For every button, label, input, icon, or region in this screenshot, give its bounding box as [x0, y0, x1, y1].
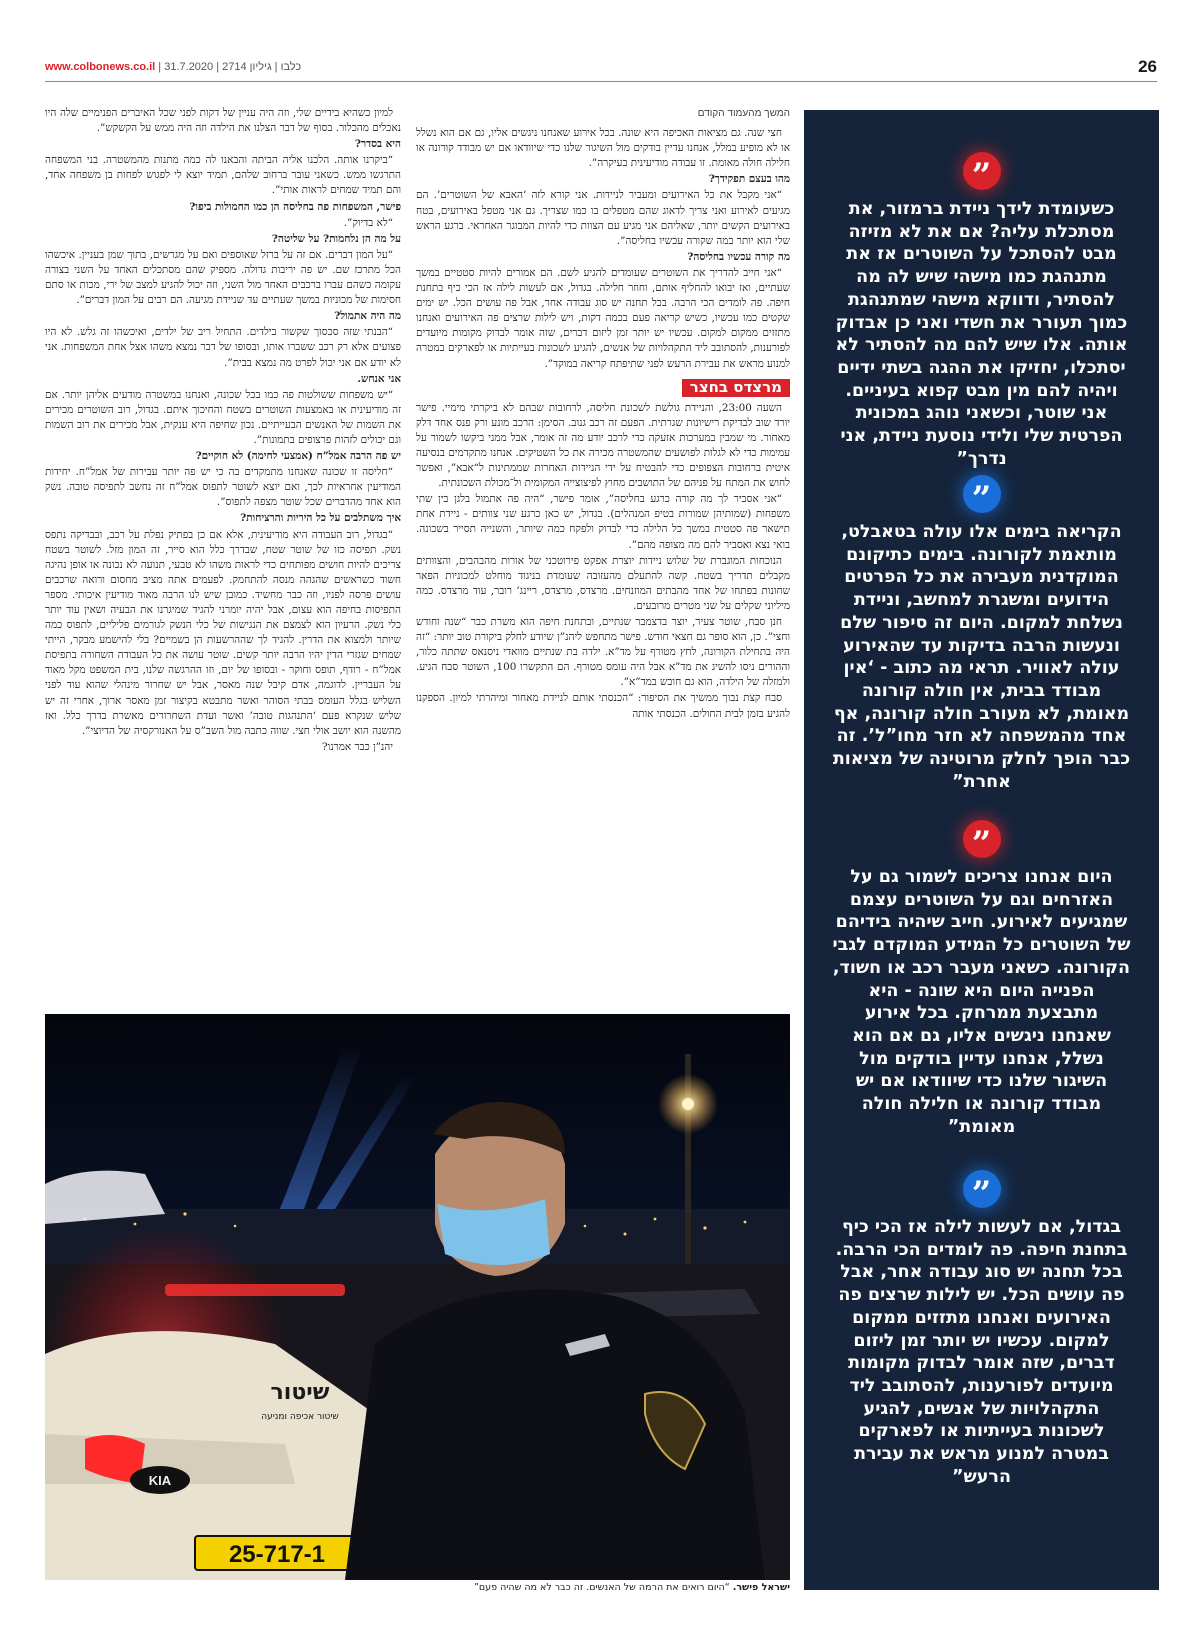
article-paragraph: “אני אסביר לך מה קורה כרגע בחליסה”, אומר פישר, “היה פה אתמול בלגן בין שתי משפחות (שמותיהן שמורות בטיפ המנהלים). בגדול, יש כאן כרגע שני צוותים - ניידת אחת תישאר פה סטטית במשך כל הלילה כדי לבדוק ולפקח כמה שיותר, והשנייה תסייר בשכונה. בואי נצא ואסביר להם מה מצופה מהם”. — [416, 493, 790, 551]
article-paragraph: “על המון דברים. אם זה על ברזל שאוספים ואם על מגרשים, בתוך שמן בעניין. איכשהו הכל מתרכז שם. יש פה יריבות גדולה. מספיק שהם מסתכלים האחד על השני בצורה עקומה כשהם עברו ברכבים האחד מול השני, וזה יכול להגיע למצב של ירי, מכות או סתם חסימות של מכוניות במשך שעתיים עד שניידת מגיעה. הם רבים על המון דברים”. — [45, 248, 401, 307]
license-plate-number: 25-717-1 — [228, 1541, 326, 1568]
section-subheading: מרצדס בחצר — [682, 379, 790, 397]
pull-quote-text: הקריאה בימים אלו עולה בטאבלט, מותאמת לקורונה. בימים כתיקונם המוקדנית מעבירה את כל הפרטים הידועים ומשגרת למחשב, וניידת נשלחת למקום. היום זה סיפור שלם ונעשות הרבה בדיקות עד שהאירוע עולה לאוויר. תראי מה כתוב - ‘אין מבודד בבית, אין חולה קורונה מאומת, לא מעורב חולה קורונה, אף אחד מהמשפחה לא חזר מחו”ל’. זה כבר הופך לחלק מרוטינה של מציאות אחרת” — [832, 522, 1131, 792]
pull-quote-text: כשעומדת לידך ניידת ברמזור, את מסתכלת עליה? אם את לא מזיזה מבט להסתכל על השוטרים אז את מתנהגת כמו מישהי שיש לה מה להסתיר, ודווקא מישהי שמתנהגת כמוך תעורר את חשדי ואני כן אבדוק אותה. אלו שיש להם מה להסתיר לא יסתכלו, יחזיקו את ההגה בשתי ידיים ויהיה להם מין מבט קפוא בעיניים. אני שוטר, וכשאני נוהג במכונית הפרטית שלי ולידי נוסעת ניידת, אני נדרך” — [835, 199, 1128, 469]
publication-name: כלבו — [280, 61, 302, 73]
photo-caption — [45, 1582, 790, 1593]
quote-icon: ” — [963, 820, 1001, 858]
interview-question: איך משתלבים על כל היריות והרציחות? — [240, 512, 401, 525]
pull-quote-text: היום אנחנו צריכים לשמור גם על האזרחים וגם על השוטרים עצמם שמגיעים לאירוע. חייב שיהיה בידיהם של השוטרים כל המידע המוקדם לגבי הקורונה. כשאני מעבר רכב או חשוד, הפנייה היום היא שונה - היא מתבצעת ממרחק. בכל אירוע שאנחנו ניגשים אליו, גם אם הוא נשלל, אנחנו עדיין בודקים מול השיגור שלנו כדי שיוודאו אם יש מבודד קורונה או חלילה חולה מאומת” — [832, 867, 1131, 1137]
article-paragraph: השעה 23:00, והניידת גולשת לשכונת חליסה, לרחובות שבהם לא ביקרתי מימיי. פישר יורד שוב לבדיקת רישיונות שגרתית. הפעם זה רכב גנוב. הסימן: הרכב מונע ורק פנס אחד דלק מאחור. מי שמבין במערכות אזעקה כדי לרכב יודע מה זה אומר, אבל ממני ביקשו לשמור על עמימות כדי לא לגלות לפושעים שהמשטרה מכירה את כל השטיקים. אנחנו מתקדמים בנסיעה איטית ברחובות הצפופים כדי להבטיח על ידי הניידות האחרות שממתינות ל“אבא”, ואפשר לחוש את המתח על פניהם של התושבים מחוץ לפיצוצייה המקומית ול־מכולת השכונתית. — [416, 401, 790, 490]
door-emblem-subtext: שיטור אכיפה ומניעה — [261, 1412, 339, 1422]
page-number: 26 — [1138, 57, 1157, 76]
pull-quote-sidebar — [804, 110, 1159, 1590]
article-paragraph: “יש משפחות ששולטות פה כמו בכל שכונה, ואנחנו במשטרה מודעים אליהן יותר. אם זה מודיעינית או באמצעות השוטרים בשטח והחיכוך איתם. בגדול, רוב השוטרים מכירים את השמות של האנשים הבעייתיים. נכון שחיפה היא ענקית, אבל מכירים את רוב השמות וגם יכולים לזהות פרצופים בתמונות”. — [45, 388, 401, 446]
interview-question: אני אנחש. — [357, 372, 401, 385]
article-paragraph: “אני חייב להדריך את השוטרים שעומדים להגיע לשם. הם אמורים להיות סטטיים במשך שעתיים, ואז יבואו להחליף אותם, וחוזר חלילה. בגדול, אם לעשות לילה אז הכי כיף בתחנת חיפה. פה לומדים הכי הרבה. בכל תחנה יש סוג עבודה אחר, אבל פה עושים הכל. יש ימים שקטים כמו עכשיו, כשיש קריאה פעם בכמה דקות, ויש לילות שרצים פה האירועים ואנחנו מתזזים ממקום למקום. עכשיו יש יותר זמן ליזום דברים, שזה אומר לבדוק מקומות מיועדים לפורענות, להסתובב ליד התקהלויות של אנשים, להגיע לשכונות בעייתיות או לפארקים במטרה למנוע מראש את עבירת הרעש לפני שתיפתח קריאה במוקד”. — [416, 266, 790, 370]
interview-question: על מה הן נלחמות? על שליטה? — [271, 232, 401, 245]
caption-quote: “היום רואים את הרמה של האנשים. זה כבר לא מה שהיה פעם” — [473, 1582, 730, 1593]
article-paragraph: יהנ”ן כבר אמרנו? — [322, 740, 393, 753]
pull-quote-2 — [804, 475, 1159, 793]
site-url[interactable]: www.colbonews.co.il — [45, 61, 156, 73]
article-paragraph: סבח קצת נבוך ממשיך את הסיפור: “הכנסתי אותם לניידת מאחור ומיהרתי למיון. הספקנו להגיע בזמן לבית החולים. הכנסתי אותה — [416, 692, 790, 720]
article-column-middle — [416, 106, 790, 1066]
caption-name: ישראל פישר. — [732, 1582, 790, 1593]
pull-quote-3 — [804, 820, 1159, 1138]
quote-icon: ” — [963, 475, 1001, 513]
interview-question: מה קורה עכשיו בחליסה? — [687, 250, 790, 263]
article-paragraph: “לא בדיוק”. — [343, 216, 393, 229]
continued-note: המשך מהעמוד הקודם — [697, 108, 790, 119]
door-emblem-text: שיטור — [270, 1380, 330, 1405]
pull-quote-1 — [804, 152, 1159, 470]
article-paragraph: “ביקרנו אותה. הלכנו אליה הביתה והבאנו לה כמה מתנות מהמשטרה. בני המשפחה התרגשו ממש. כשאני עובר ברחוב שלהם, תמיד יוצא לי לפגוש לפחות בן משפחה אחד, והם תמיד שמחים לראות אותי”. — [45, 154, 401, 197]
article-paragraph: “חליסה זו שכונה שאנחנו מתמקדים בה כי יש פה יותר עבירות של אמל”ח. יחידות המודיעין אחראיות לכך, ואם יוצא לשוטר לתפוס אמל”ח זה נחשב לתפיסה טובה. נשק הוא אחד מהדברים שכל שוטר מצפה לתפוס”. — [45, 466, 401, 509]
article-paragraph: “בגדול, רוב העבודה היא מודיעינית, אלא אם כן בפתיק נפלת על רכב, ובבדיקה נתפס נשק. תפיסה כזו של שוטר שטח, שבדרך כלל הוא סייר, זה המון מזל. לשוטר בשטח צריכים להיות חושים מפותחים כדי לראות משהו לא טבעי, תנועה לא נכונה או אופן נהיגה חשוד כשראשים שהגהה מנסה להתחמק. לפעמים אתה מציב מחסום ורואה שרכבים עושים פרסה לפניו, וזה כבר מחשיד. כמובן שיש לנו הרבה מאוד מודיעין איכותי. מספר התפיסות בחיפה הוא עצום, אבל יהיה יומרני להגיד שמיגרנו את הבעיה ושאין עוד יותר כלי נשק. הרעיון הוא לצמצם את הנגישות של כלי הנשק לגורמים פליליים, לתפוס כמה שיותר ולמצוא את הדרין. להגיד לך שההרשעות הן בשמיים? בלי להישמע מבקר, הייתי שמחים שגזרי הדין יהיו הרבה יותר קשים. שוטר עושה את כל העבודה השחורה בתפיסת אמל”ח - רודף, תופס וחוקר - ובסופו של יום, וזו ההרגשה שלנו, בית המשפט מקל מאוד על העבריין. לדוגמה, אדם קיבל שנה מאסר, אבל יש שחרור מינהלי שהוא עוד לפני השליש בגלל העומס בבתי הסוהר ואשר מתבטא בקיצור זמן מאסר ארוך, אחרי זה יש שליש שנקרא פעם ‘התנהגות טובה’ ואשר ועדת השחרורים מאשרת בדרך כלל. ואז מהשנה הוא יושב אולי חצי. שווה כתבה מול השב”ס על האנורקסיה של הדיוצי”. — [45, 528, 401, 737]
light-bar — [165, 1284, 345, 1296]
header-meta: www.colbonews.co.il | כלבו | גיליון 2714 | 31.7.2020 — [45, 61, 302, 73]
article-paragraph: “הבנתי שזה סכסוך שקשור בילדים. התחיל ריב של ילדים, ואיכשהו זה גלש. לא היו פצועים אלא רק רכב ששברו אותו, ובסופו של דבר נמצא משהו אצל אחת המשפחות. אני לא יודע אם אני יכול לפרט מה נמצא בבית”. — [45, 326, 401, 369]
article-paragraph: חנן סבח, שוטר צעיר, יוצר בדצמבר שנתיים, ובתחנת חיפה הוא משרת כבר “שנה וחודש וחצי”. כן, הוא סופר גם חצאי חודש. פישר מתחפש ליהנ”ן שיודע לחלק ביקורת טוב יותר: “זה היה בתחילת הקורונה, לחץ מטורף על מד”א. ילדה בת שנתיים מוואדי ניסנאס שתתה כלור, וההורים ניסו להשיג את מד”א אבל היה עומס מטורף. הם התקשרו 100, השוטר סבח הגיע. ולמזלה של הילדה, הוא גם חובש במד”א”. — [416, 616, 790, 689]
quote-icon: ” — [963, 1170, 1001, 1208]
page-header — [45, 55, 1157, 82]
car-brand-text: KIA — [148, 1473, 172, 1488]
quote-icon: ” — [963, 152, 1001, 190]
interview-question: מה היה אתמול? — [334, 310, 401, 323]
article-paragraph: “אני מקבל את כל האירועים ומעביר לניידות. אני קורא לזה ‘האבא של השוטרים’. הם מגיעים לאירוע ואני צריך לדאוג שהם מטפלים בו כמו שצריך. גם אני מטפל באירועים, בטח באירועים הקשים יותר, שאליהם אני מגיע עם הצוות כדי להיות המבוגר האחראי. ברגע הראש שלי הוא יותר במה שקורה עכשיו בחליסה”. — [416, 189, 790, 247]
interview-question: יש פה הרבה אמל”ח (אמצעי לחימה) לא חוקיים? — [195, 450, 401, 463]
interview-question: מהו בעצם תפקידך? — [708, 173, 790, 186]
issue-number: גיליון 2714 — [222, 61, 272, 73]
article-column-left — [45, 106, 401, 1021]
issue-date: 31.7.2020 — [164, 61, 214, 73]
night-police-scene — [45, 1014, 790, 1580]
article-paragraph: חצי שנה. גם מציאות האכיפה היא שונה. בכל אירוע שאנחנו ניגשים אליו, גם אם הוא נשלל או לא מופיע במלל, אנחנו עדיין בודקים מול השיגור שלנו כדי שיוודאו אם יש מבודד קורונה או חלילה חולה מאומת. זו עבודה מודיעינית בעיקרה”. — [416, 127, 790, 170]
article-paragraph: הנוכחות המוגברת של שלוש ניידות יוצרת אפקט פירוטכני של אורות מהבהבים, והצוותים מקבלים תדריך בשטח. קשה להתעלם מהעזובה שעומדת בניגוד מוחלט למכוניות הפאר שחונות בפתחו של אחד מהבתים המוזנחים. מרצדס, מרצדס, ריינג’ רובר, עוד מרצדס. כמה מיליוני שקלים על שני מטרים מרובעים. — [416, 554, 790, 612]
interview-question: פישר, המשפחות פה בחליסה הן כמו החמולות ביפו? — [189, 200, 401, 213]
pull-quote-4 — [804, 1170, 1159, 1488]
interview-question: היא בסדר? — [354, 138, 401, 151]
street-lamp — [682, 1098, 694, 1110]
pull-quote-text: בגדול, אם לעשות לילה אז הכי כיף בתחנת חיפה. פה לומדים הכי הרבה. בכל תחנה יש סוג עבודה אחר, אבל פה עושים הכל. יש לילות שרצים פה האירועים ואנחנו מתזזים ממקום למקום. עכשיו יש יותר זמן ליזום דברים, שזה אומר לבדוק מקומות מיועדים לפורענות, להסתובב ליד התקהלויות של אנשים, להגיע לשכונות בעייתיות או לפארקים במטרה למנוע מראש את עבירת הרעש” — [835, 1217, 1128, 1487]
article-photo — [45, 1014, 790, 1580]
article-paragraph: למיון כשהיא בידיים שלי, וזה היה עניין של דקות לפני שכל האיברים הפנימיים שלה היו נאכלים מהכלור. בסוף של דבר הצלנו את הילדה וזה היה ממש על הקשקש”. — [45, 107, 401, 135]
